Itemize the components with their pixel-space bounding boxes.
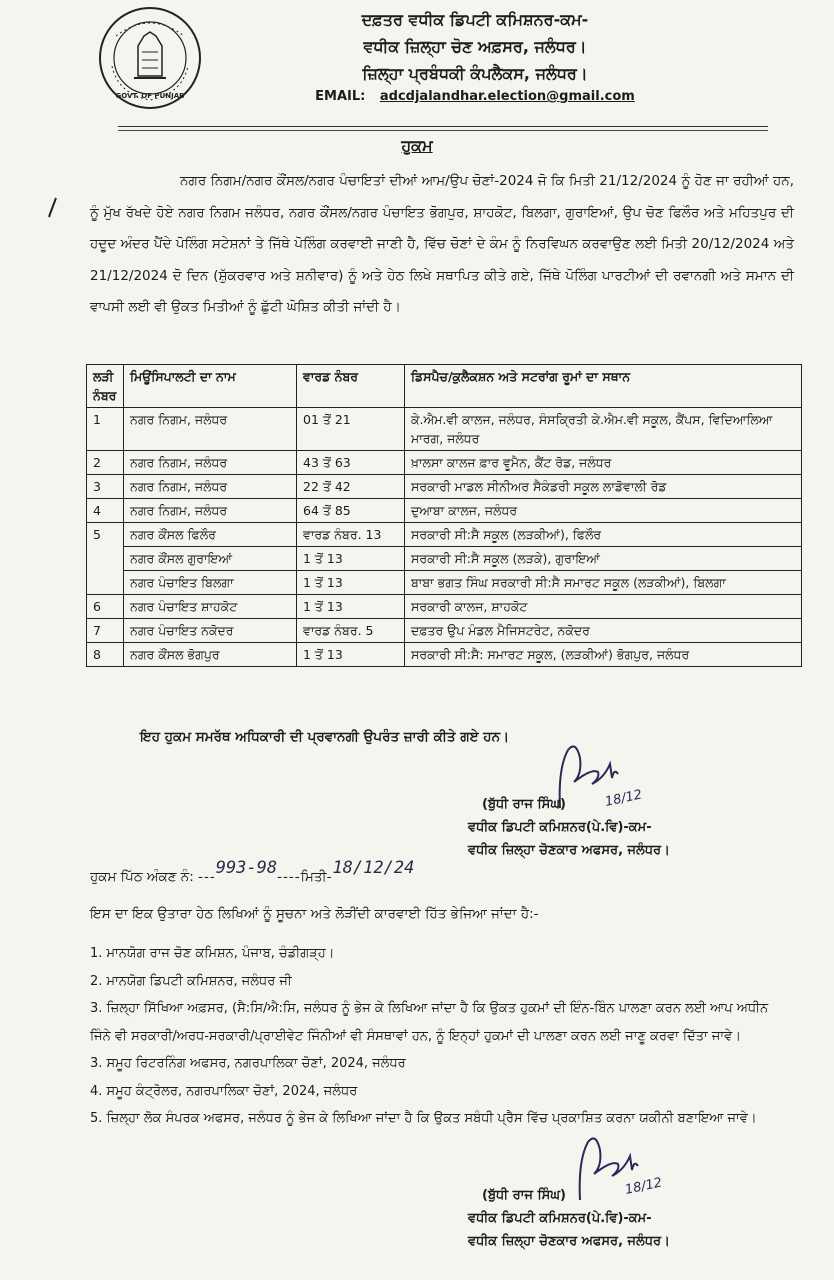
cell-name: ਨਗਰ ਪੰਚਾਇਤ ਸ਼ਾਹਕੋਟ	[124, 595, 297, 619]
list-item: 3. ਸਮੂਹ ਰਿਟਰਨਿੰਗ ਅਫਸਰ, ਨਗਰਪਾਲਿਕਾ ਚੋਣਾਂ, 2024, ਜਲੰਧਰ	[90, 1056, 406, 1071]
emblem-caption: GOVT. OF PUNJAB	[115, 92, 185, 100]
cell-ward: 1 ਤੋਂ 13	[297, 643, 405, 667]
cell-sr: 2	[87, 451, 124, 475]
office-line-3: ਜ਼ਿਲ੍ਹਾ ਪ੍ਰਬੰਧਕੀ ਕੰਪਲੈਕਸ, ਜਲੰਧਰ।	[362, 64, 588, 83]
table-row	[87, 451, 802, 475]
dots-right: -	[326, 869, 333, 885]
signatory-designation-1: ਵਧੀਕ ਡਿਪਟੀ ਕਮਿਸ਼ਨਰ(ਪੇ.ਵਿ)-ਕਮ-	[468, 1211, 652, 1226]
cell-place: ਦਫ਼ਤਰ ਉਪ ਮੰਡਲ ਮੈਜਿਸਟਰੇਟ, ਨਕੋਦਰ	[405, 619, 802, 643]
cell-name: ਨਗਰ ਪੰਚਾਇਤ ਨਕੋਦਰ	[124, 619, 297, 643]
col-header-municipality: ਮਿਊਂਸਿਪਾਲਟੀ ਦਾ ਨਾਮ	[124, 365, 297, 408]
office-line-2: ਵਧੀਕ ਜ਼ਿਲ੍ਹਾ ਚੋਣ ਅਫ਼ਸਰ, ਜਲੰਧਰ।	[363, 37, 587, 56]
signature-block-1	[468, 793, 670, 862]
cell-place: ਸਰਕਾਰੀ ਕਾਲਜ, ਸ਼ਾਹਕੋਟ	[405, 595, 802, 619]
order-title: ਹੁਕਮ	[401, 136, 433, 155]
list-item: 5. ਜ਼ਿਲ੍ਹਾ ਲੋਕ ਸੰਪਰਕ ਅਫਸਰ, ਜਲੰਧਰ ਨੂੰ ਭੇਜ ਕੇ ਲਿਖਿਆ ਜਾਂਦਾ ਹੈ ਕਿ ਉਕਤ ਸਬੰਧੀ ਪ੍ਰੈਸ ਵਿੱਚ ਪ੍ਰਕਾਸ਼ਿਤ ਕਰਨਾ ਯਕੀਨੀ ਬਣਾਇਆ ਜਾਵੇ।	[90, 1111, 757, 1126]
dots-mid: ----	[277, 869, 301, 885]
signatory-designation-2: ਵਧੀਕ ਜ਼ਿਲ੍ਹਾ ਚੋਣਕਾਰ ਅਫਸਰ, ਜਲੰਧਰ।	[468, 1234, 670, 1249]
cell-name: ਨਗਰ ਨਿਗਮ, ਜਲੰਧਰ	[124, 499, 297, 523]
list-item: 4. ਸਮੂਹ ਕੰਟ੍ਰੋਲਰ, ਨਗਰਪਾਲਿਕਾ ਚੋਣਾਂ, 2024, ਜਲੰਧਰ	[90, 1083, 358, 1099]
table-row	[87, 643, 802, 667]
cell-place: ਦੁਆਬਾ ਕਾਲਜ, ਜਲੰਧਰ	[405, 499, 802, 523]
cell-place: ਸਰਕਾਰੀ ਸੀ:ਸੈ ਸਕੂਲ (ਲੜਕੀਆਂ), ਫਿਲੌਰ	[405, 523, 802, 547]
closing-statement: ਇਹ ਹੁਕਮ ਸਮਰੱਥ ਅਧਿਕਾਰੀ ਦੀ ਪ੍ਰਵਾਨਗੀ ਉਪਰੰਤ ਜ਼ਾਰੀ ਕੀਤੇ ਗਏ ਹਨ।	[140, 729, 510, 745]
cell-sr: 5	[87, 523, 124, 595]
col-header-place: ਡਿਸਪੈਚ/ਕੁਲੈਕਸ਼ਨ ਅਤੇ ਸਟਰਾਂਗ ਰੂਮਾਂ ਦਾ ਸਥਾਨ	[405, 365, 802, 408]
email-row	[250, 87, 700, 107]
cell-place: ਬਾਬਾ ਭਗਤ ਸਿੰਘ ਸਰਕਾਰੀ ਸੀ:ਸੈ ਸਮਾਰਟ ਸਕੂਲ (ਲੜਕੀਆਂ), ਬਿਲਗਾ	[405, 571, 802, 595]
copy-intro: ਇਸ ਦਾ ਇਕ ਉਤਾਰਾ ਹੇਠ ਲਿਖਿਆਂ ਨੂੰ ਸੂਚਨਾ ਅਤੇ ਲੋੜੀਂਦੀ ਕਾਰਵਾਈ ਹਿੱਤ ਭੇਜਿਆ ਜਾਂਦਾ ਹੈ:-	[90, 906, 539, 922]
cell-name: ਨਗਰ ਨਿਗਮ, ਜਲੰਧਰ	[124, 451, 297, 475]
table-row	[87, 595, 802, 619]
endorsement-label: ਹੁਕਮ ਪਿੱਠ ਅੰਕਣ ਨੰ:	[90, 869, 194, 885]
table-row	[87, 571, 802, 595]
table-row	[87, 475, 802, 499]
cell-sr: 1	[87, 408, 124, 451]
cell-ward: 1 ਤੋਂ 13	[297, 571, 405, 595]
cell-ward: 64 ਤੋਂ 85	[297, 499, 405, 523]
table-row	[87, 619, 802, 643]
cell-ward: 01 ਤੋਂ 21	[297, 408, 405, 451]
col-header-ward: ਵਾਰਡ ਨੰਬਰ	[297, 365, 405, 408]
cell-ward: ਵਾਰਡ ਨੰਬਰ. 5	[297, 619, 405, 643]
cell-place: ਸਰਕਾਰੀ ਸੀ:ਸੈ: ਸਮਾਰਟ ਸਕੂਲ, (ਲੜਕੀਆਂ) ਭੋਗਪੁਰ, ਜਲੰਧਰ	[405, 643, 802, 667]
date-label: ਮਿਤੀ	[300, 869, 327, 885]
cell-ward: 43 ਤੋਂ 63	[297, 451, 405, 475]
col-header-sr: ਲੜੀ ਨੰਬਰ	[87, 365, 124, 408]
signatory-name: (ਬੁੱਧੀ ਰਾਜ ਸਿੰਘ)	[482, 797, 566, 812]
cell-name: ਨਗਰ ਨਿਗਮ, ਜਲੰਧਰ	[124, 475, 297, 499]
list-item: 1. ਮਾਨਯੋਗ ਰਾਜ ਚੋਣ ਕਮਿਸ਼ਨ, ਪੰਜਾਬ, ਚੰਡੀਗੜ੍ਹ।	[90, 946, 335, 961]
list-item: 3. ਜ਼ਿਲ੍ਹਾ ਸਿੱਖਿਆ ਅਫ਼ਸਰ, (ਸੈ:ਸਿ/ਐ:ਸਿ, ਜਲੰਧਰ ਨੂੰ ਭੇਜ ਕੇ ਲਿਖਿਆ ਜਾਂਦਾ ਹੈ ਕਿ ਉਕਤ ਹੁਕਮਾਂ ਦੀ ਇੰਨ-ਬਿੰਨ ਪਾਲਣਾ ਕਰਨ ਲਈ ਆਪ ਅਧੀਨ ਜਿੰਨੇ ਵੀ ਸਰਕਾਰੀ/ਅਰਧ-ਸਰਕਾਰੀ/ਪ੍ਰਾਈਵੇਟ ਜਿੰਨੀਆਂ ਵੀ ਸੰਸਥਾਵਾਂ ਹਨ, ਨੂੰ ਇਨ੍ਹਾਂ ਹੁਕਮਾਂ ਦੀ ਪਾਲਣਾ ਕਰਨ ਲਈ ਜਾਣੂ ਕਰਵਾ ਦਿੱਤਾ ਜਾਵੇ।	[90, 1001, 769, 1044]
signature-2-date: 18/12	[623, 1175, 664, 1198]
copy-list	[90, 940, 790, 1133]
cell-sr: 8	[87, 643, 124, 667]
cell-place: ਸਰਕਾਰੀ ਮਾਡਲ ਸੀਨੀਅਰ ਸੈਕੰਡਰੀ ਸਕੂਲ ਲਾਡੋਵਾਲੀ ਰੋਡ	[405, 475, 802, 499]
table-header-row	[87, 365, 802, 408]
cell-ward: 1 ਤੋਂ 13	[297, 595, 405, 619]
cell-place: ਸਰਕਾਰੀ ਸੀ:ਸੈ ਸਕੂਲ (ਲੜਕੇ), ਗੁਰਾਇਆਂ	[405, 547, 802, 571]
header-divider	[118, 126, 768, 127]
list-item: 2. ਮਾਨਯੋਗ ਡਿਪਟੀ ਕਮਿਸ਼ਨਰ, ਜਲੰਧਰ ਜੀ	[90, 973, 292, 989]
cell-name: ਨਗਰ ਪੰਚਾਇਤ ਬਿਲਗਾ	[124, 571, 297, 595]
cell-place: ਖ਼ਾਲਸਾ ਕਾਲਜ ਫ਼ਾਰ ਵੂਮੈਨ, ਕੈਂਟ ਰੋਡ, ਜਲੰਧਰ	[405, 451, 802, 475]
cell-name: ਨਗਰ ਨਿਗਮ, ਜਲੰਧਰ	[124, 408, 297, 451]
signature-1-date: 18/12	[603, 787, 644, 810]
cell-place: ਕੇ.ਐਮ.ਵੀ ਕਾਲਜ, ਜਲੰਧਰ, ਸੰਸਕ੍ਰਿਤੀ ਕੇ.ਐਮ.ਵੀ ਸਕੂਲ, ਕੈਂਪਸ, ਵਿਦਿਆਲਿਆ ਮਾਰਗ, ਜਲੰਧਰ	[405, 408, 802, 451]
table-row	[87, 547, 802, 571]
signatory-designation-1: ਵਧੀਕ ਡਿਪਟੀ ਕਮਿਸ਼ਨਰ(ਪੇ.ਵਿ)-ਕਮ-	[468, 820, 652, 835]
email-link[interactable]: adcdjalandhar.election@gmail.com	[379, 89, 635, 104]
cell-name: ਨਗਰ ਕੌਂਸਲ ਗੁਰਾਇਆਂ	[124, 547, 297, 571]
dispatch-table	[86, 364, 802, 667]
endorsement-date: 18/12/24	[332, 858, 415, 878]
cell-ward: 1 ਤੋਂ 13	[297, 547, 405, 571]
table-row	[87, 408, 802, 451]
table-row	[87, 499, 802, 523]
paragraph-text: ਨਗਰ ਨਿਗਮ/ਨਗਰ ਕੌਂਸਲ/ਨਗਰ ਪੰਚਾਇਤਾਂ ਦੀਆਂ ਆਮ/ਉਪ ਚੋਣਾਂ-2024 ਜੋ ਕਿ ਮਿਤੀ 21/12/2024 ਨੂੰ ਹੋਣ ਜਾ ਰਹੀਆਂ ਹਨ, ਨੂੰ ਮੁੱਖ ਰੱਖਦੇ ਹੋਏ ਨਗਰ ਨਿਗਮ ਜਲੰਧਰ, ਨਗਰ ਕੌਂਸਲ/ਨਗਰ ਪੰਚਾਇਤ ਭੋਗਪੁਰ, ਸ਼ਾਹਕੋਟ, ਬਿਲਗਾ, ਗੁਰਾਇਆਂ, ਉਪ ਚੋਣ ਫਿਲੌਰ ਅਤੇ ਮਹਿਤਪੁਰ ਦੀ ਹਦੂਦ ਅੰਦਰ ਪੈਂਦੇ ਪੋਲਿੰਗ ਸਟੇਸ਼ਨਾਂ ਤੇ ਜਿੱਥੇ ਪੋਲਿੰਗ ਕਰਵਾਈ ਜਾਣੀ ਹੈ, ਵਿੱਚ ਚੋਣਾਂ ਦੇ ਕੰਮ ਨੂੰ ਨਿਰਵਿਘਨ ਕਰਵਾਉਣ ਲਈ ਮਿਤੀ 20/12/2024 ਅਤੇ 21/12/2024 ਦੋ ਦਿਨ (ਸ਼ੁੱਕਰਵਾਰ ਅਤੇ ਸ਼ਨੀਵਾਰ) ਨੂੰ ਅਤੇ ਹੇਠ ਲਿਖੇ ਸਥਾਪਿਤ ਕੀਤੇ ਗਏ, ਜਿੱਥੇ ਪੋਲਿੰਗ ਪਾਰਟੀਆਂ ਦੀ ਰਵਾਨਗੀ ਅਤੇ ਸਮਾਨ ਦੀ ਵਾਪਸੀ ਲਈ ਵੀ ਉਕਤ ਮਿਤੀਆਂ ਨੂੰ ਛੁੱਟੀ ਘੋਸ਼ਿਤ ਕੀਤੀ ਜਾਂਦੀ ਹੈ।	[90, 173, 794, 315]
email-label: EMAIL:	[315, 89, 366, 104]
office-line-1: ਦਫ਼ਤਰ ਵਧੀਕ ਡਿਪਟੀ ਕਮਿਸ਼ਨਰ-ਕਮ-	[361, 10, 589, 29]
letterhead	[250, 6, 700, 107]
endorsement-reference	[90, 858, 415, 886]
cell-sr: 6	[87, 595, 124, 619]
cell-sr: 4	[87, 499, 124, 523]
cell-sr: 7	[87, 619, 124, 643]
paragraph-indent	[90, 173, 180, 189]
endorsement-number: 993-98	[215, 858, 278, 878]
signatory-name: (ਬੁੱਧੀ ਰਾਜ ਸਿੰਘ)	[482, 1188, 566, 1203]
table-row	[87, 523, 802, 547]
cell-ward: 22 ਤੋਂ 42	[297, 475, 405, 499]
cell-name: ਨਗਰ ਕੌਂਸਲ ਭੋਗਪੁਰ	[124, 643, 297, 667]
dots-left: ---	[198, 869, 216, 885]
signatory-designation-2: ਵਧੀਕ ਜ਼ਿਲ੍ਹਾ ਚੋਣਕਾਰ ਅਫਸਰ, ਜਲੰਧਰ।	[468, 843, 670, 858]
cell-sr: 3	[87, 475, 124, 499]
cell-ward: ਵਾਰਡ ਨੰਬਰ. 13	[297, 523, 405, 547]
order-paragraph	[90, 166, 794, 324]
cell-name: ਨਗਰ ਕੌਂਸਲ ਫਿਲੌਰ	[124, 523, 297, 547]
signature-block-2	[468, 1184, 670, 1253]
punjab-govt-emblem-icon	[98, 6, 202, 110]
header-divider-2	[118, 130, 768, 131]
pen-mark-icon	[46, 196, 60, 218]
